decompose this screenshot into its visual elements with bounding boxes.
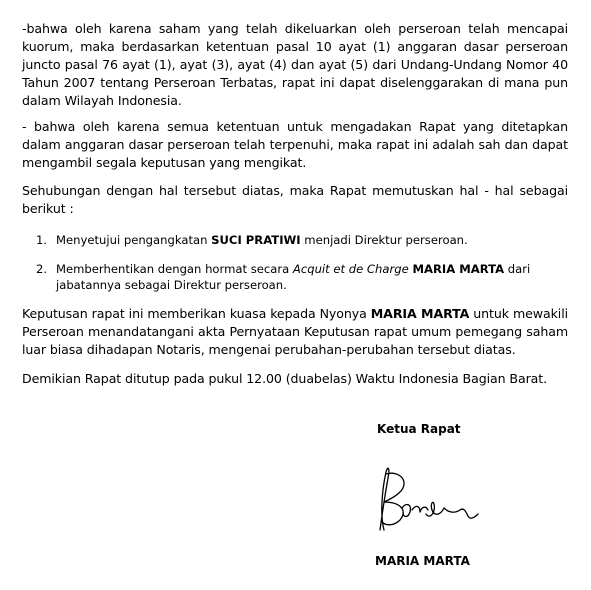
italic-phrase: Acquit et de Charge xyxy=(292,262,409,276)
paragraph-quorum: -bahwa oleh karena saham yang telah dikeluarkan oleh perseroan telah mencapai kuorum, maka berdasarkan ketentuan pasal 10 ayat (1) anggaran dasar perseroan juncto pasal 76 ayat (1), ayat (3), ayat (4) dan ayat (5) dari Undang-Undang Nomor 40 Tahun 2007 tentang Perseroan Terbatas, rapat ini dapat diselenggarakan di mana pun dalam Wilayah Indonesia. xyxy=(22,21,568,108)
list-number: 1. xyxy=(36,233,48,247)
list-item-text: Menyetujui pengangkatan SUCI PRATIWI menjadi Direktur perseroan. xyxy=(56,233,468,247)
paragraph-validity: - bahwa oleh karena semua ketentuan untuk mengadakan Rapat yang ditetapkan dalam anggaran dasar perseroan telah terpenuhi, maka rapat ini adalah sah dan dapat mengambil segala keputusan yang mengikat. xyxy=(22,119,568,170)
paragraph-closing: Demikian Rapat ditutup pada pukul 12.00 (duabelas) Waktu Indonesia Bagian Barat. xyxy=(22,371,548,386)
signature-title: Ketua Rapat xyxy=(377,422,461,436)
person-name: SUCI PRATIWI xyxy=(211,233,301,247)
list-item-text: Memberhentikan dengan hormat secara Acquit et de Charge MARIA MARTA dari jabatannya sebagai Direktur perseroan. xyxy=(56,262,531,292)
paragraph-resolution-intro: Sehubungan dengan hal tersebut diatas, maka Rapat memutuskan hal - hal sebagai berikut : xyxy=(22,183,568,216)
handwritten-signature xyxy=(370,460,490,535)
list-number: 2. xyxy=(36,262,48,276)
signatory-name: MARIA MARTA xyxy=(375,554,470,568)
paragraph-authorization: Keputusan rapat ini memberikan kuasa kepada Nyonya MARIA MARTA untuk mewakili Perseroan menandatangani akta Pernyataan Keputusan rapat umum pemegang saham luar biasa dihadapan Notaris, mengenai perubahan-perubahan tersebut diatas. xyxy=(22,306,568,357)
person-name: MARIA MARTA xyxy=(370,306,470,321)
person-name: MARIA MARTA xyxy=(412,262,505,276)
